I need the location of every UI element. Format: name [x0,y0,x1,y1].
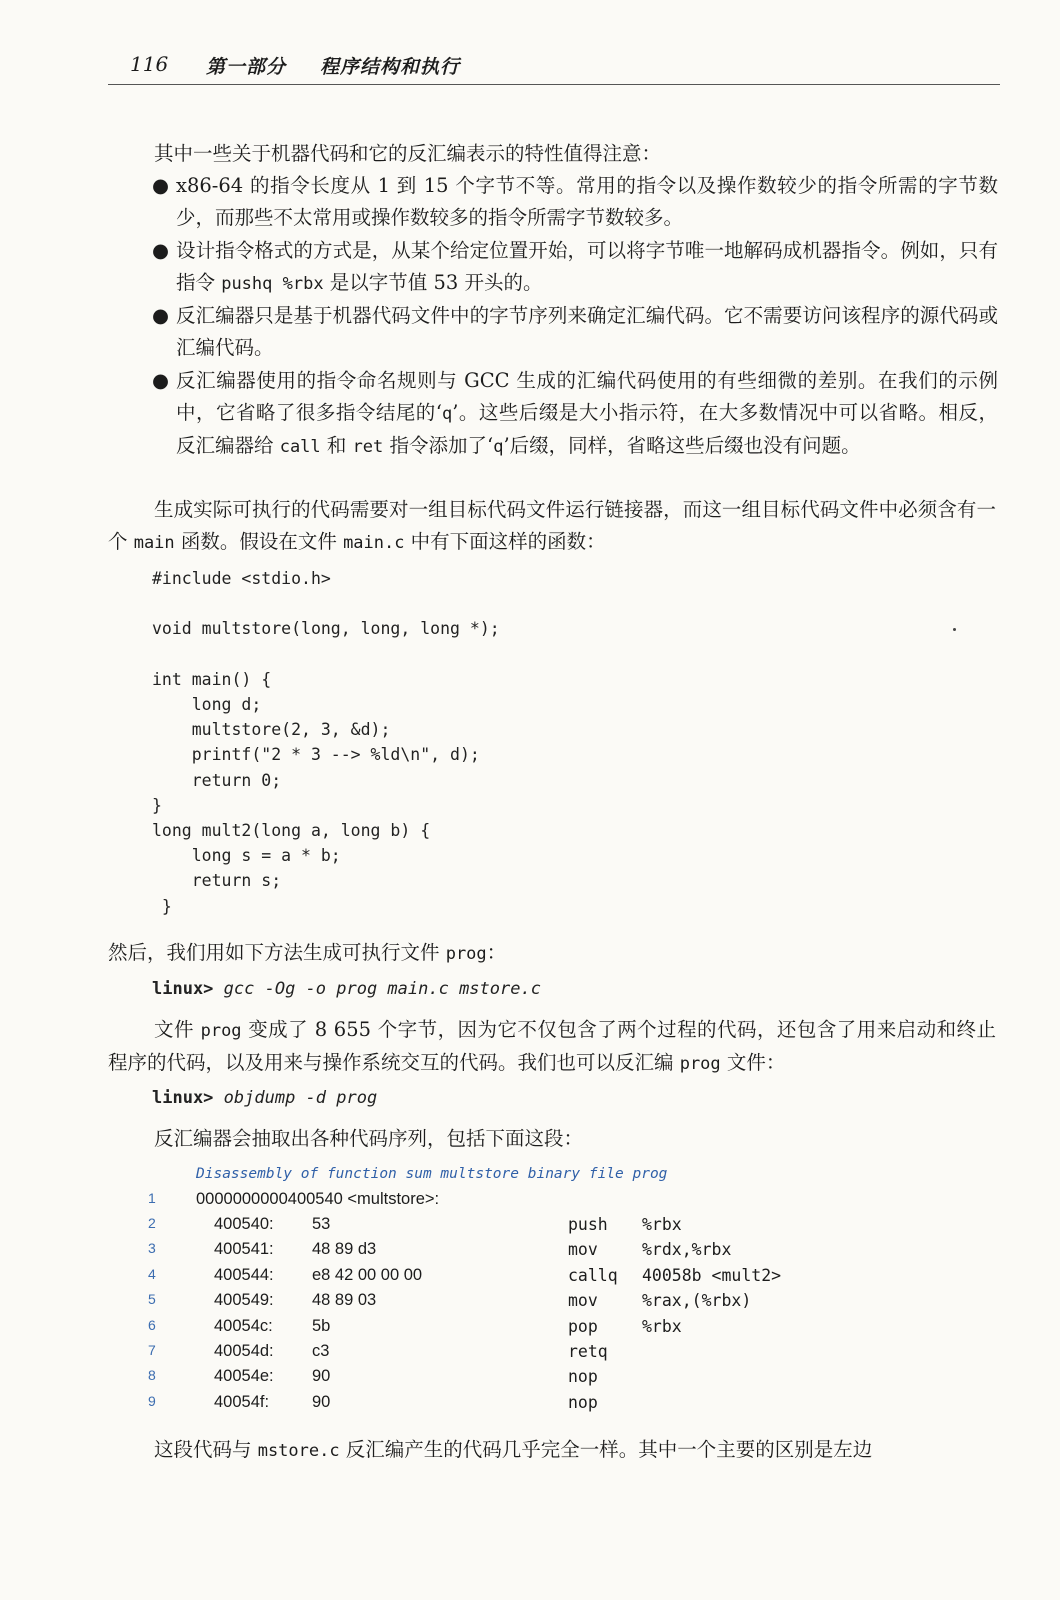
instruction-opcode: mov [568,1240,598,1260]
command-args: gcc -Og -o prog main.c mstore.c [223,979,541,999]
instruction-bytes: e8 42 00 00 00 [312,1265,423,1284]
inline-code: pushq %rbx [221,274,324,294]
instruction-address: 400544: [214,1265,274,1284]
instruction-operands: 40058b <mult2> [642,1265,782,1285]
part-title: 程序结构和执行 [320,56,461,78]
instruction-bytes: 90 [312,1367,331,1386]
instruction-address: 40054e: [214,1367,274,1386]
disassembly-row [148,1215,768,1240]
instruction-opcode: nop [568,1367,598,1387]
list-item [152,235,998,300]
instruction-operands: %rdx,%rbx [642,1240,732,1260]
function-header: 0000000000400540 <multstore>: [196,1190,440,1208]
disassembly-header-line [148,1190,768,1215]
instruction-address: 40054d: [214,1342,274,1360]
instruction-address: 400540: [214,1215,274,1233]
instruction-bytes: 53 [312,1215,331,1233]
part-label: 第一部分 [206,56,287,78]
instruction-bytes: 48 89 03 [312,1291,377,1310]
line-number: 7 [148,1342,156,1358]
instruction-opcode: retq [568,1342,608,1361]
disassembly-row [148,1240,768,1265]
line-number: 1 [148,1190,156,1206]
bullet-text: 设计指令格式的方式是，从某个给定位置开始，可以将字节唯一地解码成机器指令。例如，只有指令 pushq %rbx 是以字节值 53 开头的。 [176,239,998,294]
line-number: 6 [148,1316,156,1333]
command-args: objdump -d prog [223,1088,378,1108]
print-speck [953,628,956,631]
instruction-opcode: nop [568,1392,598,1412]
instruction-address: 40054c: [214,1316,273,1335]
disassembly-row [148,1317,768,1342]
instruction-bytes: c3 [312,1342,330,1360]
disassembly-row [148,1291,768,1316]
objdump-command [152,1088,377,1108]
line-number: 3 [148,1240,156,1257]
bullet-text: x86-64 的指令长度从 1 到 15 个字节不等。常用的指令以及操作数较少的指令所需的字节数少，而那些不太常用或操作数较多的指令所需字节数较多。 [176,174,998,229]
instruction-opcode: callq [568,1265,618,1285]
instruction-opcode: pop [568,1316,598,1336]
disassembly-row [148,1342,768,1367]
bullet-text: 反汇编器只是基于机器代码文件中的字节序列来确定汇编代码。它不需要访问该程序的源代码或汇编代码。 [176,304,998,359]
instruction-address: 400541: [214,1240,274,1259]
list-item [152,300,998,364]
intro-paragraph: 其中一些关于机器代码和它的反汇编表示的特性值得注意： [154,142,662,165]
instruction-operands: %rbx [642,1215,682,1234]
bullet-icon: ● [152,369,170,392]
size-paragraph: 文件 prog 变成了 8 655 个字节，因为它不仅包含了两个过程的代码，还包含了用来启动和终止程序的代码，以及用来与操作系统交互的代码。我们也可以反汇编 prog 文件： [108,1018,997,1074]
bullet-icon: ● [152,174,170,197]
closing-paragraph: 这段代码与 mstore.c 反汇编产生的代码几乎完全一样。其中一个主要的区别是左边 [154,1438,873,1461]
instruction-opcode: mov [568,1291,598,1311]
bullet-text: 反汇编器使用的指令命名规则与 GCC 生成的汇编代码使用的有些细微的差别。在我们的示例中，它省略了很多指令结尾的‘q’。这些后缀是大小指示符，在大多数情况中可以省略。相反，反汇编器给 call 和 ret 指令添加了‘q’后缀，同样，省略这些后缀也没有问题。 [176,369,999,457]
line-number: 4 [148,1265,156,1282]
instruction-address: 40054f: [214,1392,270,1411]
then-paragraph: 然后，我们用如下方法生成可执行文件 prog： [108,941,507,964]
bullet-icon: ● [152,304,170,327]
instruction-operands: %rax,(%rbx) [642,1291,752,1311]
disassembly-row [148,1265,782,1291]
page-header [108,50,1000,85]
shell-prompt: linux> [152,979,214,999]
linker-paragraph: 生成实际可执行的代码需要对一组目标代码文件运行链接器，而这一组目标代码文件中必须含有一个 main 函数。假设在文件 main.c 中有下面这样的函数： [108,498,996,553]
instruction-address: 400549: [214,1291,274,1310]
disassembly-title: Disassembly of function sum multstore binary file prog [196,1166,668,1182]
instruction-bytes: 90 [312,1392,331,1411]
compile-command [152,979,541,999]
instruction-bytes: 5b [312,1316,331,1335]
list-item [152,365,998,463]
line-number: 2 [148,1215,156,1231]
instruction-opcode: push [568,1215,608,1234]
instruction-bytes: 48 89 d3 [312,1240,377,1259]
bullet-icon: ● [152,239,170,262]
line-number: 5 [148,1291,156,1308]
shell-prompt: linux> [152,1088,214,1108]
line-number: 9 [148,1392,156,1409]
disassembly-row [148,1393,768,1418]
instruction-operands: %rbx [642,1316,682,1336]
extract-paragraph: 反汇编器会抽取出各种代码序列，包括下面这段： [154,1127,584,1150]
line-number: 8 [148,1367,156,1384]
source-code-block: #include <stdio.h> void multstore(long, long, long *); int main() { long d; multstore(2, 3, &d); printf("2 * 3 --> %ld\n", d); return 0; } long mult2(long a, long b) { long s = a * b; return s; } [152,569,500,916]
disassembly-row [148,1367,768,1392]
list-item [152,170,998,234]
page-number: 116 [130,52,169,76]
